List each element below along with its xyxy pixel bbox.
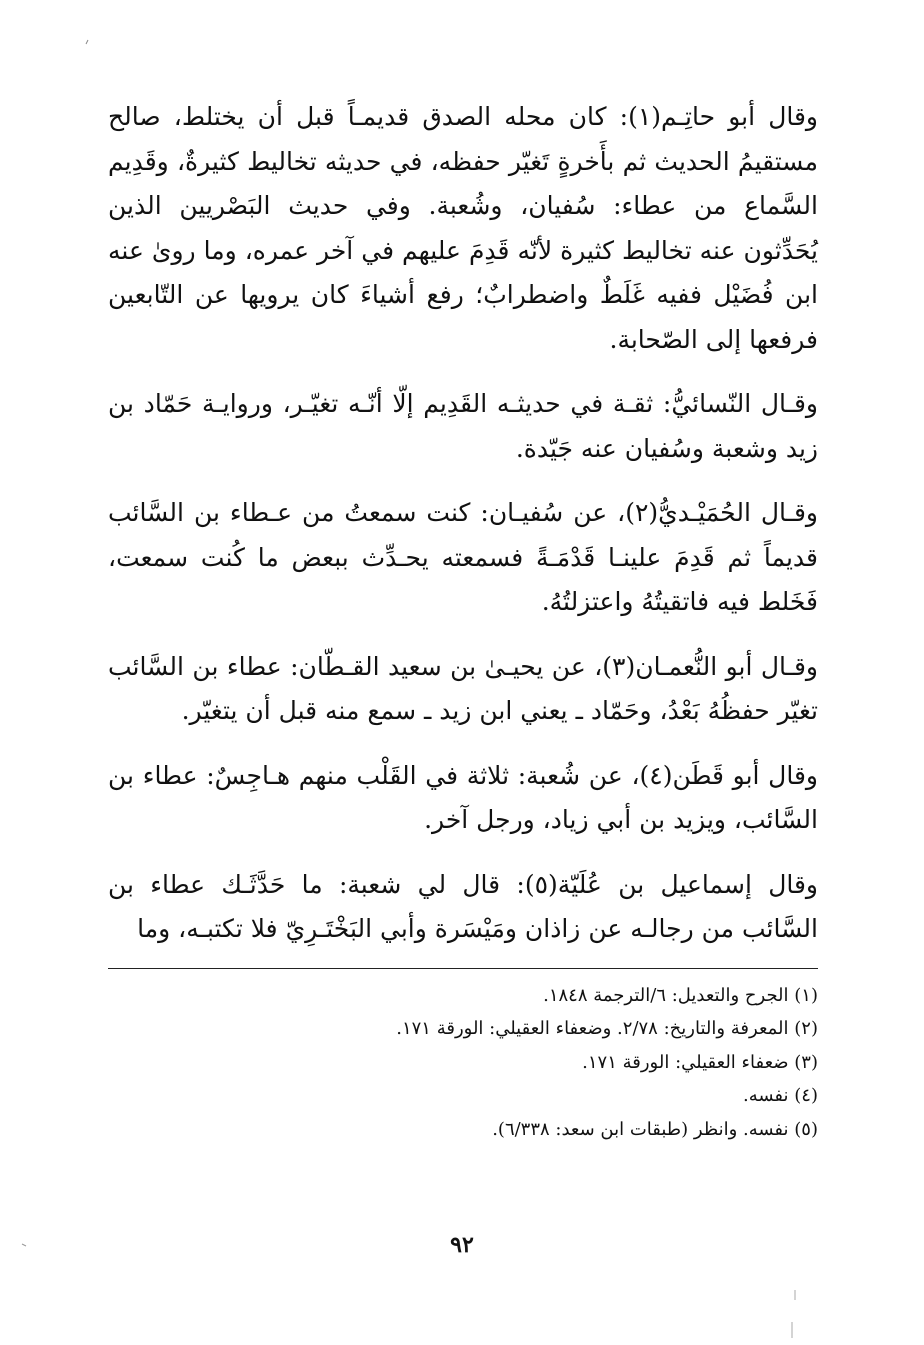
footnote-5: (٥) نفسه. وانظر (طبقات ابن سعد: ٦/٣٣٨). [492, 1118, 818, 1140]
footnote-3: (٣) ضعفاء العقيلي: الورقة ١٧١. [582, 1051, 818, 1073]
footnote-separator [108, 968, 818, 969]
footnotes [108, 979, 818, 1147]
scan-mark-top-left [86, 40, 88, 44]
page-number: ٩٢ [450, 1232, 474, 1258]
paragraph-nasai: وقـال النّسائيُّ: ثقـة في حديثـه القَدِيم إلّا أنّـه تغيّـر، وروايـة حَمّاد بن زيد وشعبة وسُفيان عنه جَيّدة. [108, 389, 818, 463]
footnote-1: (١) الجرح والتعديل: ٦/الترجمة ١٨٤٨. [543, 984, 818, 1006]
paragraph-humaydi: وقـال الحُمَيْـديُّ(٢)، عن سُفيـان: كنت سمعتُ من عـطاء بن السَّائب قديماً ثم قَدِمَ علينـا قَدْمَـةً فسمعته يحـدِّث ببعض ما كُنت سمعت، فَخَلط فيه فاتقيتُهُ واعتزلتُهُ. [108, 498, 818, 616]
paragraph-abu-numan: وقـال أبو النُّعمـان(٣)، عن يحيـىٰ بن سعيد القـطّان: عطاء بن السَّائب تغيّر حفظُهُ بَعْدُ، وحَمّاد ـ يعني ابن زيد ـ سمع منه قبل أن يتغيّر. [108, 651, 818, 725]
footnote-2: (٢) المعرفة والتاريخ: ٢/٧٨. وضعفاء العقيلي: الورقة ١٧١. [396, 1018, 818, 1039]
paragraph-abu-qatan: وقال أبو قَطَن(٤)، عن شُعبة: ثلاثة في القَلْب منهم هـاجِسٌ: عطاء بن السَّائب، ويزيد بن أبي زياد، ورجل آخر. [108, 760, 818, 834]
paragraph-abu-hatim: وقال أبو حاتِـم(١): كان محله الصدق قديمـاً قبل أن يختلط، صالح مستقيمُ الحديث ثم بأَخرةٍ تَغيّر حفظه، في حديثه تخاليط كثيرةٌ، وقَدِيم السَّماع من عطاء: سُفيان، وشُعبة. وفي حديث البَصْريين الذين يُحَدِّثون عنه تخاليط كثيرة لأنّه قَدِمَ عليهم في آخر عمره، وما روىٰ عنه ابن فُضَيْل ففيه غَلَطٌ واضطرابٌ؛ رفع أشياءَ كان يرويها عن التّابعين فرفعها إلى الصّحابة. [108, 102, 819, 354]
paragraph-ismail-ibn-ulayya: وقال إسماعيل بن عُلَيّة(٥): قال لي شعبة: ما حَدَّثَـك عطاء بن السَّائب من رجالـه عن زاذان ومَيْسَرة وأبي البَخْتَـرِيّ فلا تكتبـه، وما [108, 869, 819, 943]
page-body [108, 95, 818, 1146]
footnote-4: (٤) نفسه. [743, 1085, 818, 1106]
